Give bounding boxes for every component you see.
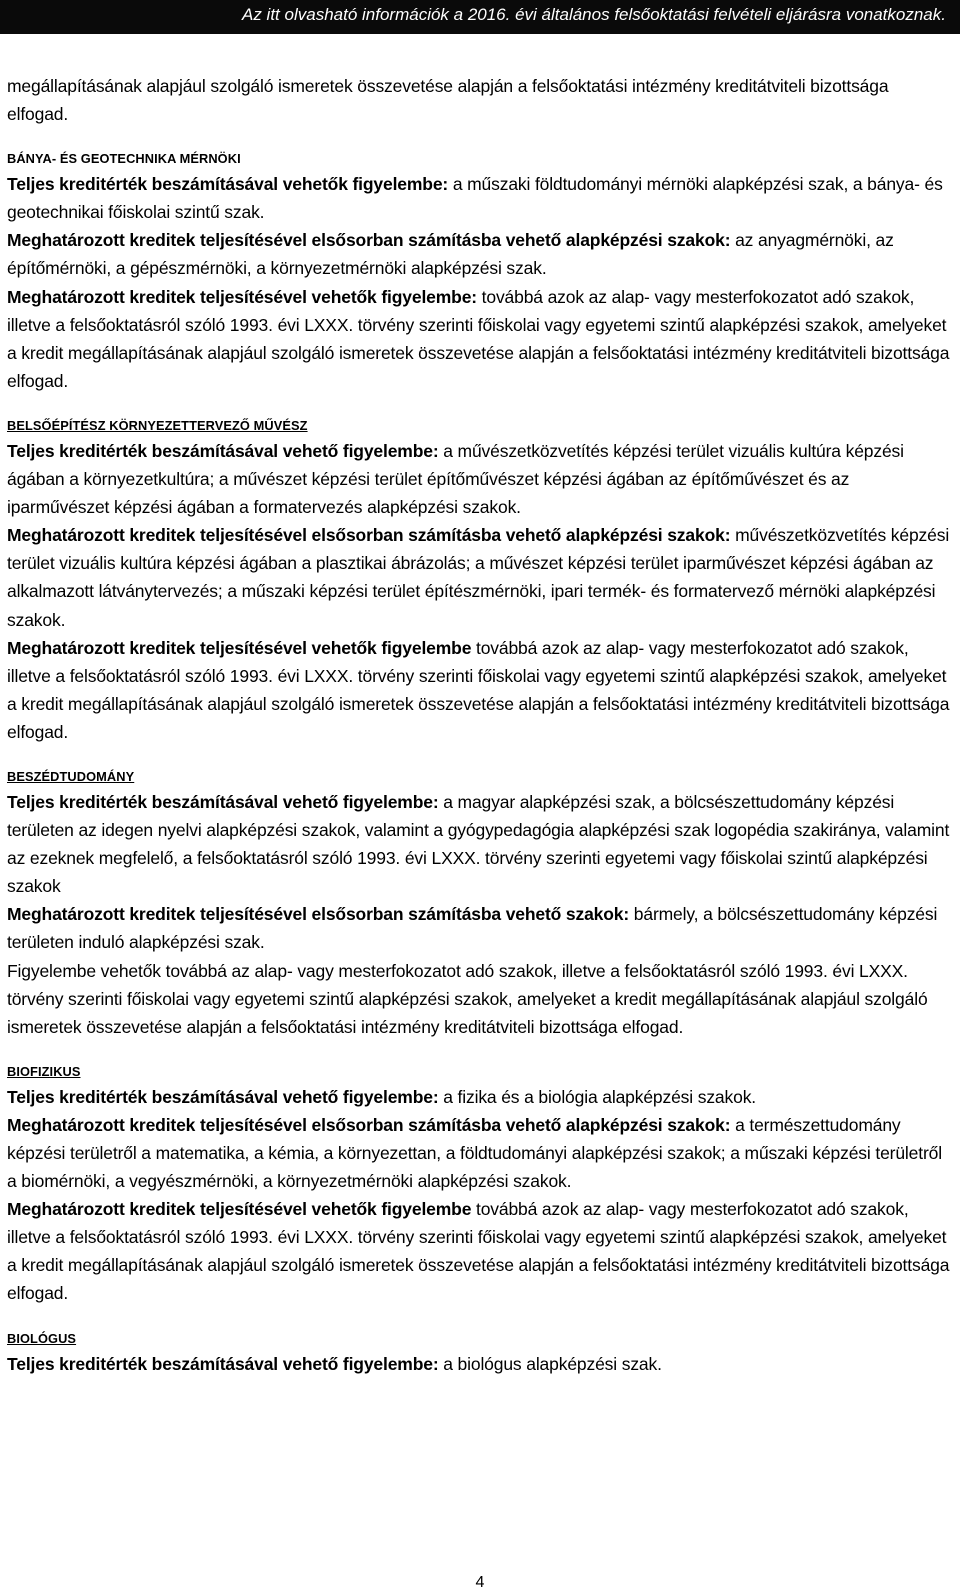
- priority-credit-paragraph: [7, 226, 953, 282]
- full-credit-paragraph: [7, 1083, 953, 1111]
- full-credit-text: a művészetközvetítés képzési terület vizuális kultúra képzési ágában a környezetkultúra; a művészet képzési terület építőművészet képzési ágában az építőművészet és az iparművészet képzési ágában a formatervezés alapképzési szakok.: [7, 440, 904, 518]
- full-credit-paragraph: [7, 437, 953, 521]
- full-credit-label: Teljes kreditérték beszámításával vehető figyelembe:: [7, 440, 439, 461]
- page-header: [0, 0, 960, 34]
- priority-credit-text: az anyagmérnöki, az építőmérnöki, a gépészmérnöki, a környezetmérnöki alapképzési szak.: [7, 230, 894, 279]
- other-credit-paragraph: [7, 283, 953, 395]
- other-credit-text: továbbá azok az alap- vagy mesterfokozatot adó szakok, illetve a felsőoktatásról szóló 1993. évi LXXX. törvény szerinti főiskolai vagy egyetemi szintű alapképzési szakok, amelyeket a kredit megállapításának alapjául szolgáló ismeretek összevetése alapján a felsőoktatási intézmény kreditátviteli bizottsága elfogad.: [7, 637, 950, 742]
- priority-credit-paragraph: [7, 900, 953, 956]
- priority-credit-text: bármely, a bölcsészettudomány képzési területen induló alapképzési szak.: [7, 904, 938, 953]
- full-credit-paragraph: [7, 788, 953, 900]
- full-credit-label: Teljes kreditérték beszámításával vehető figyelembe:: [7, 1086, 439, 1107]
- other-credit-paragraph: [7, 1195, 953, 1307]
- full-credit-label: Teljes kreditérték beszámításával vehető figyelembe:: [7, 791, 439, 812]
- section-title: BIOLÓGUS: [7, 1330, 77, 1346]
- priority-credit-paragraph: [7, 1111, 953, 1195]
- priority-credit-label: Meghatározott kreditek teljesítésével elsősorban számításba vehető szakok:: [7, 904, 630, 925]
- page-number: 4: [475, 1574, 485, 1591]
- full-credit-label: Teljes kreditérték beszámításával vehető figyelembe:: [7, 1353, 439, 1374]
- intro-paragraph: megállapításának alapjául szolgáló ismeretek összevetése alapján a felsőoktatási intézmény kreditátviteli bizottsága elfogad.: [7, 76, 889, 125]
- other-credit-text: Figyelembe vehetők továbbá az alap- vagy mesterfokozatot adó szakok, illetve a felsőoktatásról szóló 1993. évi LXXX. törvény szerinti főiskolai vagy egyetemi szintű alapképzési szakok, amelyeket a kredit megállapításának alapjául szolgáló ismeretek összevetése alapján a felsőoktatási intézmény kreditátviteli bizottsága elfogad.: [7, 960, 928, 1037]
- section-beszedtudomany: [7, 768, 953, 1041]
- priority-credit-label: Meghatározott kreditek teljesítésével elsősorban számításba vehető alapképzési szakok:: [7, 525, 731, 546]
- full-credit-paragraph: [7, 1350, 953, 1378]
- section-title: BESZÉDTUDOMÁNY: [7, 768, 135, 784]
- section-biologus: [7, 1330, 953, 1378]
- section-title: BELSŐÉPÍTÉSZ KÖRNYEZETTERVEZŐ MŰVÉSZ: [7, 417, 308, 433]
- section-title: BIOFIZIKUS: [7, 1063, 81, 1079]
- full-credit-text: a fizika és a biológia alapképzési szakok.: [438, 1086, 757, 1107]
- full-credit-text: a magyar alapképzési szak, a bölcsészettudomány képzési területen az idegen nyelvi alapképzési szakok, valamint a gyógypedagógia alapképzési szak logopédia szakiránya, valamint az ezeknek megfelelő, a felsőoktatásról szóló 1993. évi LXXX. törvény szerinti egyetemi vagy főiskolai szintű alapképzési szakok: [7, 791, 950, 897]
- other-credit-paragraph: [7, 957, 953, 1041]
- other-credit-text: továbbá azok az alap- vagy mesterfokozatot adó szakok, illetve a felsőoktatásról szóló 1993. évi LXXX. törvény szerinti főiskolai vagy egyetemi szintű alapképzési szakok, amelyeket a kredit megállapításának alapjául szolgáló ismeretek összevetése alapján a felsőoktatási intézmény kreditátviteli bizottsága elfogad.: [7, 1199, 950, 1304]
- section-biofizikus: [7, 1063, 953, 1308]
- other-credit-label: Meghatározott kreditek teljesítésével vehetők figyelembe:: [7, 286, 477, 307]
- header-text: Az itt olvasható információk a 2016. évi általános felsőoktatási felvételi eljárásra vonatkoznak.: [242, 5, 946, 24]
- full-credit-text: a műszaki földtudományi mérnöki alapképzési szak, a bánya- és geotechnikai főiskolai szintű szak.: [7, 174, 943, 223]
- section-title: BÁNYA- ÉS GEOTECHNIKA MÉRNÖKI: [7, 151, 241, 167]
- other-credit-paragraph: [7, 634, 953, 746]
- full-credit-paragraph: [7, 170, 953, 226]
- section-banya-geotechnika: [7, 150, 953, 395]
- other-credit-label: Meghatározott kreditek teljesítésével vehetők figyelembe: [7, 637, 472, 658]
- priority-credit-label: Meghatározott kreditek teljesítésével elsősorban számításba vehető alapképzési szakok:: [7, 1114, 731, 1135]
- full-credit-text: a biológus alapképzési szak.: [438, 1353, 662, 1374]
- full-credit-label: Teljes kreditérték beszámításával vehetők figyelembe:: [7, 174, 449, 195]
- priority-credit-paragraph: [7, 521, 953, 633]
- priority-credit-label: Meghatározott kreditek teljesítésével elsősorban számításba vehető alapképzési szakok:: [7, 230, 731, 251]
- document-body: [7, 72, 953, 1378]
- priority-credit-text: a természettudomány képzési területről a matematika, a kémia, a környezettan, a földtudományi alapképzési szakok; a műszaki képzési területről a biomérnöki, a vegyészmérnöki, a környezetmérnöki alapképzési szakok.: [7, 1114, 942, 1192]
- other-credit-label: Meghatározott kreditek teljesítésével vehetők figyelembe: [7, 1199, 472, 1220]
- section-belsoepitesz: [7, 417, 953, 746]
- priority-credit-text: művészetközvetítés képzési terület vizuális kultúra képzési ágában a plasztikai ábrázolás; a művészet képzési terület iparművészet képzési ágában az alkalmazott látványtervezés; a műszaki képzési terület építészmérnöki, ipari termék- és formatervező mérnöki alapképzési szakok.: [7, 525, 950, 630]
- other-credit-text: továbbá azok az alap- vagy mesterfokozatot adó szakok, illetve a felsőoktatásról szóló 1993. évi LXXX. törvény szerinti főiskolai vagy egyetemi szintű alapképzési szakok, amelyeket a kredit megállapításának alapjául szolgáló ismeretek összevetése alapján a felsőoktatási intézmény kreditátviteli bizottsága elfogad.: [7, 286, 950, 391]
